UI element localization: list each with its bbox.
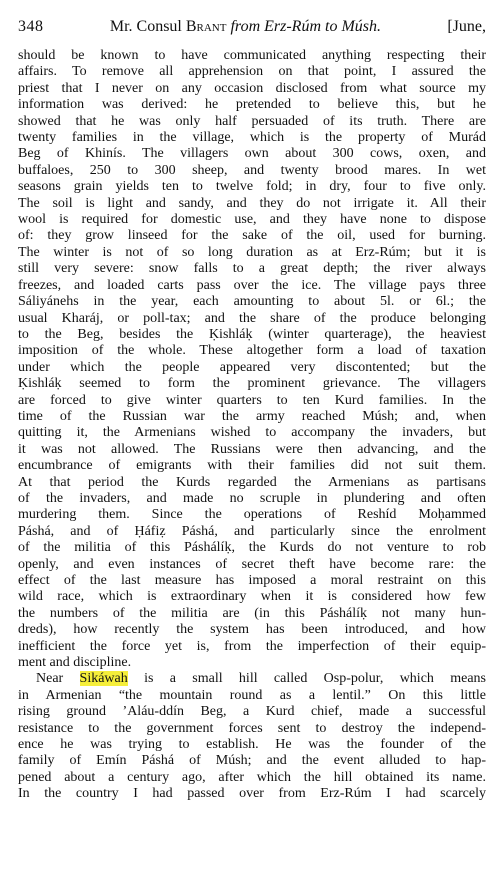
- running-title: [44, 18, 448, 36]
- text-line: resistance to the government forces sent to destroy the independ-: [18, 720, 486, 736]
- text-line: of the militia of this Páshálíḳ, the Kurds do not venture to rob: [18, 540, 486, 556]
- title-name: Brant: [185, 18, 227, 35]
- text-line: Páshá, and of Ḥáfiẓ Páshá, and particularly since the enrolment: [18, 523, 486, 539]
- text-line: murdering them. Since the operations of Reshíd Moḥammed: [18, 507, 486, 523]
- text-line: to the Beg, besides the Ḳishláḳ (winter quarterage), the heaviest: [18, 326, 486, 342]
- text-line: Sáliyánehs in the year, each amounting to about 5l. or 6l.; the: [18, 294, 486, 310]
- text-line: wild race, which is extraordinary when it is considered how few: [18, 589, 486, 605]
- text-line: the numbers of the militia are (in this Páshálíḳ not many hun-: [18, 605, 486, 621]
- text-line: encumbrance of emigrants with their families did not suit them.: [18, 458, 486, 474]
- text-line: In the country I had passed over from Erz-Rúm I had scarcely: [18, 786, 486, 802]
- text-line: of the invaders, and made no scruple in plundering and often: [18, 490, 486, 506]
- text-line: At that period the Kurds regarded the Armenians as partisans: [18, 474, 486, 490]
- text-line: information was derived: he pretended to believe this, but he: [18, 97, 486, 113]
- running-date: [June,: [447, 18, 486, 35]
- text-line: The soil is light and sandy, and they do not irrigate it. All their: [18, 195, 486, 211]
- paragraph-2-first-line: [18, 671, 486, 687]
- text-line: Beg of Khinís. The villagers own about 300 cows, oxen, and: [18, 146, 486, 162]
- text-line: inefficient the force yet is, from the imperfection of their equip-: [18, 638, 486, 654]
- page-number: 348: [18, 18, 44, 35]
- title-prefix: Mr. Consul: [109, 18, 182, 35]
- running-header: [18, 18, 486, 40]
- text-line: affairs. To remove all apprehension on that point, I assured the: [18, 64, 486, 80]
- highlighted-word: Sikáwah: [79, 671, 128, 687]
- text-line: it was not allowed. The Russians were then advancing, and the: [18, 441, 486, 457]
- text-line: dreds), how recently the system has been introduced, and how: [18, 622, 486, 638]
- title-route: from Erz-Rúm to Músh.: [230, 18, 381, 35]
- text-line: family of Emín Páshá of Músh; and the event alluded to hap-: [18, 753, 486, 769]
- text-line: The winter is not of so long duration as at Erz-Rúm; but it is: [18, 244, 486, 260]
- text-line: of: they grow linseed for the sake of the oil, used for burning.: [18, 228, 486, 244]
- text-line: imposition of the whole. These altogether form a load of taxation: [18, 343, 486, 359]
- text-line: ence he was trying to establish. He was the founder of the: [18, 737, 486, 753]
- text-run: Near: [36, 671, 80, 687]
- text-line: still very severe: snow falls to a great depth; the river always: [18, 261, 486, 277]
- paragraph-1: [18, 48, 486, 671]
- text-line: freezes, and loaded carts pass over the ice. The village pays three: [18, 277, 486, 293]
- text-line: buffaloes, 250 to 300 sheep, and twenty brood mares. In wet: [18, 162, 486, 178]
- text-line: priest that I never on any occasion disclosed from what source my: [18, 80, 486, 96]
- text-line: usual Kharáj, or poll-tax; and the share of the produce belonging: [18, 310, 486, 326]
- text-line: quitting it, the Armenians wished to accompany the invaders, but: [18, 425, 486, 441]
- text-line: effect of the last measure has imposed a moral restraint on this: [18, 573, 486, 588]
- text-line: in Armenian “the mountain round as a lentil.” On this little: [18, 687, 486, 703]
- text-line: time of the Russian war the army reached Músh; and, when: [18, 408, 486, 424]
- text-line: wool is required for domestic use, and they have none to dispose: [18, 212, 486, 228]
- paragraph-2: [18, 671, 486, 802]
- text-run: is a small hill called Osp-polur, which means: [127, 671, 486, 687]
- text-line: seasons grain yields ten to twelve fold; in dry, four to five only.: [18, 179, 486, 195]
- text-line: Ḳishláḳ seemed to form the prominent grievance. The villagers: [18, 376, 486, 392]
- text-line: should be known to have communicated anything respecting their: [18, 48, 486, 63]
- text-line: showed that he was only half persuaded of its truth. There are: [18, 113, 486, 129]
- text-line: ment and discipline.: [18, 655, 132, 671]
- body-text: [18, 48, 486, 803]
- text-line: twenty families in the village, which is the property of Murád: [18, 130, 486, 146]
- text-line: under which the people appeared very discontented; but the: [18, 359, 486, 375]
- text-line: pened about a century ago, after which the hill obtained its name.: [18, 769, 486, 785]
- text-line: openly, and even instances of secret theft have become rare: the: [18, 556, 486, 572]
- text-line: rising ground ’Aláu-ddín Beg, a Kurd chief, made a successful: [18, 704, 486, 720]
- text-line: are forced to give winter quarters to ten Kurd families. In the: [18, 392, 486, 408]
